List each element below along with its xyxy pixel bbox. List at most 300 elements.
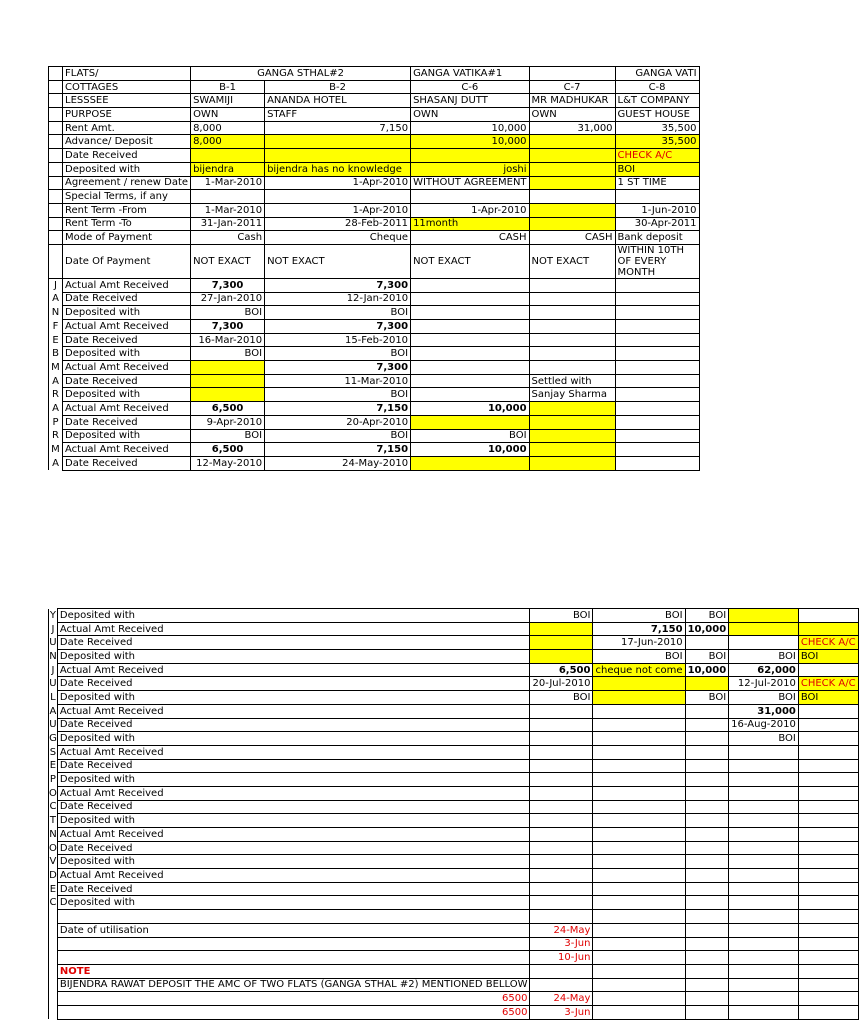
sheet-cell[interactable]	[729, 786, 799, 800]
sheet-cell[interactable]: 35,500	[615, 135, 699, 149]
sheet-cell[interactable]	[411, 320, 529, 334]
sheet-cell[interactable]: Deposited with	[63, 162, 191, 176]
sheet-cell[interactable]: 6500	[57, 1005, 530, 1019]
month-letter-cell[interactable]: E	[49, 883, 57, 895]
sheet-cell[interactable]	[529, 347, 615, 361]
month-letter-cell[interactable]: A	[49, 292, 63, 306]
sheet-cell[interactable]	[530, 636, 593, 650]
sheet-cell[interactable]	[529, 320, 615, 334]
sheet-cell[interactable]	[191, 361, 265, 375]
sheet-cell[interactable]	[530, 896, 593, 910]
sheet-cell[interactable]: Date Received	[57, 718, 530, 732]
sheet-cell[interactable]	[411, 415, 529, 429]
sheet-cell[interactable]: Deposited with	[57, 691, 530, 705]
sheet-cell[interactable]	[685, 732, 729, 746]
sheet-cell[interactable]: 24-May-2010	[265, 456, 411, 470]
sheet-cell[interactable]: L&T COMPANY	[615, 94, 699, 108]
sheet-cell[interactable]	[729, 609, 799, 623]
month-letter-cell[interactable]	[49, 80, 63, 94]
sheet-cell[interactable]: 10,000	[685, 663, 729, 677]
sheet-cell[interactable]	[615, 402, 699, 416]
month-letter-cell[interactable]: E	[49, 333, 63, 347]
sheet-cell[interactable]	[798, 992, 858, 1006]
sheet-cell[interactable]: Date Received	[63, 374, 191, 388]
sheet-cell[interactable]	[529, 429, 615, 443]
sheet-cell[interactable]	[798, 896, 858, 910]
sheet-cell[interactable]	[411, 278, 529, 292]
sheet-cell[interactable]: Deposited with	[57, 732, 530, 746]
month-letter-cell[interactable]	[49, 121, 63, 135]
sheet-cell[interactable]: 10,000	[411, 121, 529, 135]
month-letter-cell[interactable]	[49, 217, 63, 231]
sheet-cell[interactable]: Actual Amt Received	[57, 745, 530, 759]
sheet-cell[interactable]: CHECK A/C	[615, 149, 699, 163]
sheet-cell[interactable]	[685, 718, 729, 732]
sheet-cell[interactable]: Actual Amt Received	[57, 828, 530, 842]
sheet-cell[interactable]	[57, 910, 530, 924]
sheet-cell[interactable]	[798, 745, 858, 759]
sheet-cell[interactable]: 11-Mar-2010	[265, 374, 411, 388]
month-letter-cell[interactable]	[49, 910, 58, 924]
sheet-cell[interactable]	[530, 732, 593, 746]
sheet-cell[interactable]	[529, 176, 615, 190]
sheet-cell[interactable]: 7,300	[265, 278, 411, 292]
sheet-cell[interactable]: Date Received	[57, 800, 530, 814]
month-letter-cell[interactable]	[49, 190, 63, 204]
sheet-cell[interactable]: PURPOSE	[63, 108, 191, 122]
month-letter-cell[interactable]: D	[49, 869, 57, 881]
month-letter-cell[interactable]: U	[49, 637, 57, 649]
sheet-cell[interactable]	[411, 292, 529, 306]
sheet-cell[interactable]	[798, 882, 858, 896]
sheet-cell[interactable]	[593, 951, 685, 965]
sheet-cell[interactable]: 12-Jul-2010	[729, 677, 799, 691]
sheet-cell[interactable]: Actual Amt Received	[57, 704, 530, 718]
month-letter-cell[interactable]: C	[49, 897, 57, 909]
sheet-cell[interactable]	[685, 636, 729, 650]
sheet-cell[interactable]	[798, 732, 858, 746]
sheet-cell[interactable]	[411, 347, 529, 361]
month-letter-cell[interactable]: A	[49, 456, 63, 470]
sheet-cell[interactable]	[615, 320, 699, 334]
sheet-cell[interactable]: 7,300	[191, 278, 265, 292]
sheet-cell[interactable]	[529, 361, 615, 375]
sheet-cell[interactable]	[593, 841, 685, 855]
sheet-cell[interactable]: GANGA VATIKA#1	[411, 67, 529, 81]
sheet-cell[interactable]: 30-Apr-2011	[615, 217, 699, 231]
sheet-cell[interactable]	[615, 429, 699, 443]
sheet-cell[interactable]	[530, 841, 593, 855]
sheet-cell[interactable]: 1-Mar-2010	[191, 203, 265, 217]
sheet-cell[interactable]: cheque not come	[593, 663, 685, 677]
sheet-cell[interactable]: BOI	[265, 429, 411, 443]
month-letter-cell[interactable]: J	[49, 663, 58, 677]
month-letter-cell[interactable]	[49, 978, 58, 992]
sheet-cell[interactable]	[530, 704, 593, 718]
sheet-cell[interactable]	[593, 923, 685, 937]
sheet-cell[interactable]	[729, 992, 799, 1006]
sheet-cell[interactable]: NOT EXACT	[529, 244, 615, 278]
month-letter-cell[interactable]: V	[49, 856, 57, 868]
sheet-cell[interactable]	[530, 855, 593, 869]
sheet-cell[interactable]	[798, 814, 858, 828]
sheet-cell[interactable]	[798, 622, 858, 636]
month-letter-cell[interactable]: Y	[49, 609, 56, 621]
sheet-cell[interactable]: CHECK A/C	[798, 677, 858, 691]
sheet-cell[interactable]	[530, 773, 593, 787]
month-letter-cell[interactable]: N	[49, 828, 57, 840]
sheet-cell[interactable]	[729, 828, 799, 842]
sheet-cell[interactable]	[798, 937, 858, 951]
sheet-cell[interactable]	[593, 1005, 685, 1019]
sheet-cell[interactable]	[685, 773, 729, 787]
sheet-cell[interactable]	[411, 190, 529, 204]
sheet-cell[interactable]	[729, 773, 799, 787]
sheet-cell[interactable]: GANGA STHAL#2	[191, 67, 411, 81]
month-letter-cell[interactable]	[49, 203, 63, 217]
sheet-cell[interactable]	[529, 278, 615, 292]
sheet-cell[interactable]: 62,000	[729, 663, 799, 677]
sheet-cell[interactable]	[411, 149, 529, 163]
sheet-cell[interactable]	[798, 609, 858, 623]
sheet-cell[interactable]: 6,500	[530, 663, 593, 677]
sheet-cell[interactable]	[57, 951, 530, 965]
sheet-cell[interactable]	[530, 800, 593, 814]
sheet-cell[interactable]: 31,000	[729, 704, 799, 718]
sheet-cell[interactable]	[530, 622, 593, 636]
sheet-cell[interactable]: 12-May-2010	[191, 456, 265, 470]
sheet-cell[interactable]	[798, 923, 858, 937]
sheet-cell[interactable]	[530, 978, 593, 992]
sheet-cell[interactable]: Mode of Payment	[63, 231, 191, 245]
sheet-cell[interactable]	[529, 443, 615, 457]
sheet-cell[interactable]	[529, 456, 615, 470]
sheet-cell[interactable]: Deposited with	[57, 773, 530, 787]
month-letter-cell[interactable]	[49, 937, 58, 951]
sheet-cell[interactable]	[593, 882, 685, 896]
sheet-cell[interactable]: 9-Apr-2010	[191, 415, 265, 429]
sheet-cell[interactable]: GUEST HOUSE	[615, 108, 699, 122]
month-letter-cell[interactable]	[49, 108, 63, 122]
sheet-cell[interactable]: Date Received	[63, 149, 191, 163]
sheet-cell[interactable]	[615, 374, 699, 388]
sheet-cell[interactable]: BOI	[685, 691, 729, 705]
sheet-cell[interactable]: Settled with	[529, 374, 615, 388]
sheet-cell[interactable]	[729, 978, 799, 992]
sheet-cell[interactable]	[593, 718, 685, 732]
sheet-cell[interactable]	[615, 347, 699, 361]
sheet-cell[interactable]: SHASANJ DUTT	[411, 94, 529, 108]
sheet-cell[interactable]	[411, 333, 529, 347]
sheet-cell[interactable]: BIJENDRA RAWAT DEPOSIT THE AMC OF TWO FLATS (GANGA STHAL #2) MENTIONED BELLOW	[57, 978, 530, 992]
sheet-cell[interactable]: Date Of Payment	[63, 244, 191, 278]
month-letter-cell[interactable]	[49, 162, 63, 176]
sheet-cell[interactable]: OWN	[411, 108, 529, 122]
sheet-cell[interactable]	[411, 388, 529, 402]
sheet-cell[interactable]	[529, 333, 615, 347]
sheet-cell[interactable]: Date Received	[63, 415, 191, 429]
sheet-cell[interactable]	[729, 923, 799, 937]
month-letter-cell[interactable]	[49, 992, 58, 1006]
sheet-cell[interactable]: bijendra has no knowledge	[265, 162, 411, 176]
sheet-cell[interactable]: 3-Jun	[530, 937, 593, 951]
month-letter-cell[interactable]: E	[49, 760, 57, 772]
sheet-cell[interactable]: Actual Amt Received	[63, 278, 191, 292]
sheet-cell[interactable]	[530, 759, 593, 773]
month-letter-cell[interactable]: N	[49, 650, 57, 662]
sheet-cell[interactable]: 7,300	[191, 320, 265, 334]
sheet-cell[interactable]: 8,000	[191, 135, 265, 149]
sheet-cell[interactable]	[798, 951, 858, 965]
sheet-cell[interactable]	[57, 937, 530, 951]
sheet-cell[interactable]	[729, 814, 799, 828]
sheet-cell[interactable]: BOI	[685, 609, 729, 623]
sheet-cell[interactable]	[191, 388, 265, 402]
sheet-cell[interactable]	[685, 759, 729, 773]
sheet-cell[interactable]	[593, 691, 685, 705]
sheet-cell[interactable]: BOI	[191, 347, 265, 361]
sheet-cell[interactable]: WITHOUT AGREEMENT	[411, 176, 529, 190]
month-letter-cell[interactable]: M	[49, 361, 63, 375]
month-letter-cell[interactable]: R	[49, 429, 63, 443]
sheet-cell[interactable]	[593, 704, 685, 718]
sheet-cell[interactable]	[685, 855, 729, 869]
sheet-cell[interactable]	[530, 964, 593, 978]
sheet-cell[interactable]: 12-Jan-2010	[265, 292, 411, 306]
sheet-cell[interactable]: Deposited with	[57, 855, 530, 869]
sheet-cell[interactable]: BOI	[685, 650, 729, 664]
sheet-cell[interactable]: 35,500	[615, 121, 699, 135]
sheet-cell[interactable]	[530, 814, 593, 828]
sheet-cell[interactable]: 28-Feb-2011	[265, 217, 411, 231]
sheet-cell[interactable]: B-1	[191, 80, 265, 94]
sheet-cell[interactable]: C-6	[411, 80, 529, 94]
month-letter-cell[interactable]: U	[49, 678, 57, 690]
sheet-cell[interactable]: B-2	[265, 80, 411, 94]
sheet-cell[interactable]	[685, 882, 729, 896]
sheet-cell[interactable]	[729, 622, 799, 636]
sheet-cell[interactable]: BOI	[593, 609, 685, 623]
sheet-cell[interactable]	[729, 910, 799, 924]
sheet-cell[interactable]: Deposited with	[63, 306, 191, 320]
sheet-cell[interactable]	[729, 882, 799, 896]
sheet-cell[interactable]: BOI	[265, 388, 411, 402]
sheet-cell[interactable]: 16-Mar-2010	[191, 333, 265, 347]
month-letter-cell[interactable]: A	[49, 402, 63, 416]
sheet-cell[interactable]	[685, 800, 729, 814]
sheet-cell[interactable]: BOI	[798, 691, 858, 705]
sheet-cell[interactable]	[685, 896, 729, 910]
month-letter-cell[interactable]	[49, 231, 63, 245]
sheet-cell[interactable]: bijendra	[191, 162, 265, 176]
sheet-cell[interactable]	[593, 800, 685, 814]
sheet-cell[interactable]: OWN	[191, 108, 265, 122]
sheet-cell[interactable]	[685, 992, 729, 1006]
sheet-cell[interactable]: 10,000	[411, 402, 529, 416]
sheet-cell[interactable]: 7,150	[265, 443, 411, 457]
month-letter-cell[interactable]	[49, 176, 63, 190]
sheet-cell[interactable]: Deposited with	[57, 609, 530, 623]
sheet-cell[interactable]: 27-Jan-2010	[191, 292, 265, 306]
month-letter-cell[interactable]: P	[49, 774, 56, 786]
sheet-cell[interactable]	[529, 306, 615, 320]
sheet-cell[interactable]: 7,300	[265, 320, 411, 334]
sheet-cell[interactable]	[265, 135, 411, 149]
month-letter-cell[interactable]: G	[49, 733, 57, 745]
sheet-cell[interactable]	[529, 67, 615, 81]
sheet-cell[interactable]: Actual Amt Received	[57, 663, 530, 677]
sheet-cell[interactable]: BOI	[191, 429, 265, 443]
sheet-cell[interactable]	[798, 704, 858, 718]
sheet-cell[interactable]	[685, 841, 729, 855]
sheet-cell[interactable]	[685, 978, 729, 992]
sheet-cell[interactable]: Deposited with	[57, 814, 530, 828]
sheet-cell[interactable]	[530, 869, 593, 883]
month-letter-cell[interactable]: U	[49, 719, 57, 731]
sheet-cell[interactable]: BOI	[191, 306, 265, 320]
sheet-cell[interactable]: 31,000	[529, 121, 615, 135]
sheet-cell[interactable]: Actual Amt Received	[57, 869, 530, 883]
sheet-cell[interactable]: BOI	[729, 691, 799, 705]
month-letter-cell[interactable]: A	[49, 705, 57, 717]
month-letter-cell[interactable]: L	[50, 691, 56, 703]
sheet-cell[interactable]: 1-Apr-2010	[411, 203, 529, 217]
sheet-cell[interactable]: BOI	[593, 650, 685, 664]
sheet-cell[interactable]	[191, 149, 265, 163]
sheet-cell[interactable]	[729, 636, 799, 650]
sheet-cell[interactable]	[593, 745, 685, 759]
sheet-cell[interactable]: BOI	[265, 306, 411, 320]
sheet-cell[interactable]	[615, 443, 699, 457]
sheet-cell[interactable]: Cash	[191, 231, 265, 245]
sheet-cell[interactable]: 8,000	[191, 121, 265, 135]
sheet-cell[interactable]	[615, 361, 699, 375]
month-letter-cell[interactable]: A	[49, 374, 63, 388]
sheet-cell[interactable]	[729, 964, 799, 978]
sheet-cell[interactable]: Deposited with	[57, 896, 530, 910]
sheet-cell[interactable]	[191, 374, 265, 388]
sheet-cell[interactable]	[593, 896, 685, 910]
month-letter-cell[interactable]	[49, 964, 58, 978]
sheet-cell[interactable]	[685, 923, 729, 937]
sheet-cell[interactable]: BOI	[530, 609, 593, 623]
sheet-cell[interactable]: Rent Amt.	[63, 121, 191, 135]
sheet-cell[interactable]: LESSSEE	[63, 94, 191, 108]
sheet-cell[interactable]	[798, 759, 858, 773]
sheet-cell[interactable]: 20-Jul-2010	[530, 677, 593, 691]
sheet-cell[interactable]	[530, 828, 593, 842]
sheet-cell[interactable]	[729, 937, 799, 951]
month-letter-cell[interactable]: N	[49, 306, 63, 320]
sheet-cell[interactable]: 6500	[57, 992, 530, 1006]
sheet-cell[interactable]	[798, 978, 858, 992]
sheet-cell[interactable]	[798, 841, 858, 855]
sheet-cell[interactable]	[729, 841, 799, 855]
sheet-cell[interactable]	[729, 800, 799, 814]
month-letter-cell[interactable]: O	[49, 842, 57, 854]
sheet-cell[interactable]	[729, 745, 799, 759]
sheet-cell[interactable]: 1-Jun-2010	[615, 203, 699, 217]
month-letter-cell[interactable]: F	[49, 320, 63, 334]
sheet-cell[interactable]: 6,500	[191, 443, 265, 457]
sheet-cell[interactable]: OWN	[529, 108, 615, 122]
sheet-cell[interactable]	[685, 964, 729, 978]
sheet-cell[interactable]: C-7	[529, 80, 615, 94]
sheet-cell[interactable]: 20-Apr-2010	[265, 415, 411, 429]
sheet-cell[interactable]: CHECK A/C	[798, 636, 858, 650]
sheet-cell[interactable]: Cheque	[265, 231, 411, 245]
sheet-cell[interactable]: Actual Amt Received	[63, 402, 191, 416]
sheet-cell[interactable]: COTTAGES	[63, 80, 191, 94]
sheet-cell[interactable]: 24-May	[530, 923, 593, 937]
month-letter-cell[interactable]: J	[49, 622, 58, 636]
sheet-cell[interactable]	[529, 162, 615, 176]
sheet-cell[interactable]	[798, 786, 858, 800]
sheet-cell[interactable]	[685, 704, 729, 718]
sheet-cell[interactable]: 10,000	[411, 443, 529, 457]
sheet-cell[interactable]	[798, 800, 858, 814]
sheet-cell[interactable]	[685, 677, 729, 691]
sheet-cell[interactable]: 10,000	[685, 622, 729, 636]
sheet-cell[interactable]: joshi	[411, 162, 529, 176]
sheet-cell[interactable]	[529, 292, 615, 306]
sheet-cell[interactable]: 17-Jun-2010	[593, 636, 685, 650]
month-letter-cell[interactable]	[49, 1005, 58, 1019]
sheet-cell[interactable]	[685, 828, 729, 842]
month-letter-cell[interactable]	[49, 951, 58, 965]
sheet-cell[interactable]: SWAMIJI	[191, 94, 265, 108]
sheet-cell[interactable]	[615, 278, 699, 292]
month-letter-cell[interactable]: P	[49, 415, 63, 429]
sheet-cell[interactable]	[411, 306, 529, 320]
sheet-cell[interactable]	[529, 415, 615, 429]
sheet-cell[interactable]: 7,300	[265, 361, 411, 375]
sheet-cell[interactable]: NOT EXACT	[191, 244, 265, 278]
sheet-cell[interactable]: 16-Aug-2010	[729, 718, 799, 732]
sheet-cell[interactable]: BOI	[729, 732, 799, 746]
sheet-cell[interactable]	[798, 828, 858, 842]
sheet-cell[interactable]	[593, 978, 685, 992]
sheet-cell[interactable]	[411, 361, 529, 375]
month-letter-cell[interactable]: T	[49, 815, 56, 827]
sheet-cell[interactable]: BOI	[411, 429, 529, 443]
sheet-cell[interactable]	[530, 882, 593, 896]
sheet-cell[interactable]	[729, 1005, 799, 1019]
sheet-cell[interactable]	[798, 869, 858, 883]
sheet-cell[interactable]	[729, 869, 799, 883]
month-letter-cell[interactable]: J	[49, 278, 63, 292]
sheet-cell[interactable]: 1 ST TIME	[615, 176, 699, 190]
sheet-cell[interactable]: BOI	[530, 691, 593, 705]
sheet-cell[interactable]: MR MADHUKAR	[529, 94, 615, 108]
sheet-cell[interactable]	[530, 786, 593, 800]
sheet-cell[interactable]	[530, 910, 593, 924]
sheet-cell[interactable]: 24-May	[530, 992, 593, 1006]
sheet-cell[interactable]: Bank deposit	[615, 231, 699, 245]
sheet-cell[interactable]: Date Received	[63, 456, 191, 470]
sheet-cell[interactable]: Deposited with	[63, 347, 191, 361]
month-letter-cell[interactable]	[49, 94, 63, 108]
sheet-cell[interactable]: ANANDA HOTEL	[265, 94, 411, 108]
sheet-cell[interactable]	[411, 456, 529, 470]
sheet-cell[interactable]	[529, 135, 615, 149]
sheet-cell[interactable]	[593, 732, 685, 746]
sheet-cell[interactable]	[798, 910, 858, 924]
sheet-cell[interactable]: 15-Feb-2010	[265, 333, 411, 347]
sheet-cell[interactable]: Advance/ Deposit	[63, 135, 191, 149]
sheet-cell[interactable]	[593, 869, 685, 883]
month-letter-cell[interactable]: M	[49, 443, 63, 457]
